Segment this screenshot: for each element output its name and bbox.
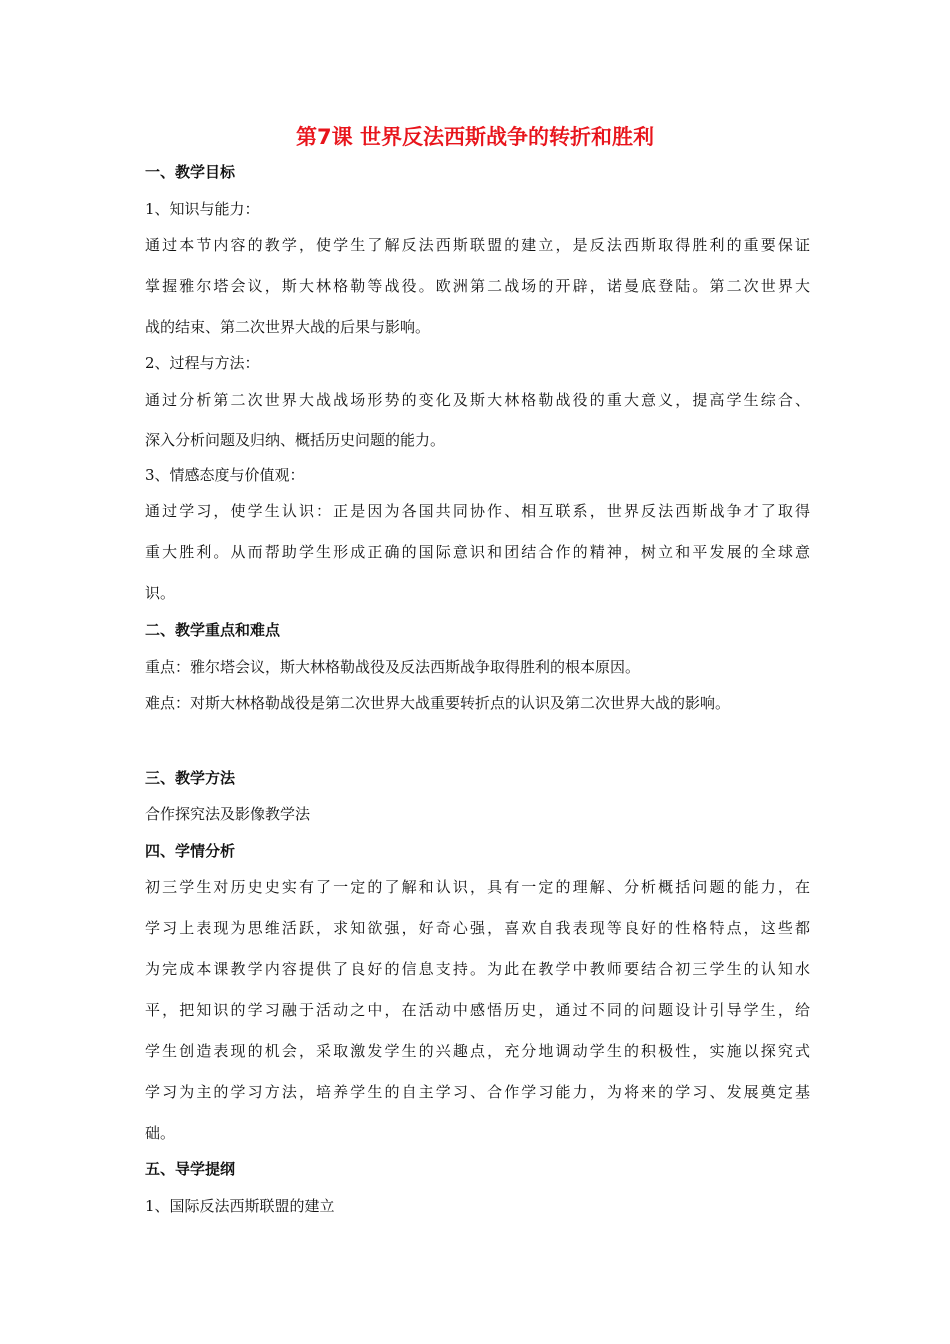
section-heading-methods: 三、教学方法: [145, 769, 236, 787]
paragraph-line: 通过学习，使学生认识：正是因为各国共同协作、相互联系，世界反法西斯战争才了取得: [145, 502, 810, 520]
focus-text: 重点：雅尔塔会议，斯大林格勒战役及反法西斯战争取得胜利的根本原因。: [145, 658, 641, 676]
paragraph-line: 初三学生对历史史实有了一定的了解和认识，具有一定的理解、分析概括问题的能力，在: [145, 878, 810, 896]
paragraph-line: 通过分析第二次世界大战战场形势的变化及斯大林格勒战役的重大意义，提高学生综合、: [145, 391, 810, 409]
paragraph-line: 为完成本课教学内容提供了良好的信息支持。为此在教学中教师要结合初三学生的认知水: [145, 960, 810, 978]
paragraph-line: 掌握雅尔塔会议，斯大林格勒等战役。欧洲第二战场的开辟，诺曼底登陆。第二次世界大: [145, 277, 810, 295]
difficulty-text: 难点：对斯大林格勒战役是第二次世界大战重要转折点的认识及第二次世界大战的影响。: [145, 694, 731, 712]
paragraph-line: 识。: [145, 584, 176, 602]
section-heading-objectives: 一、教学目标: [145, 163, 236, 181]
paragraph-line: 学习上表现为思维活跃，求知欲强，好奇心强，喜欢自我表现等良好的性格特点，这些都: [145, 919, 810, 937]
outline-item: 1、国际反法西斯联盟的建立: [145, 1197, 335, 1215]
methods-text: 合作探究法及影像教学法: [145, 805, 311, 823]
section-heading-analysis: 四、学情分析: [145, 842, 236, 860]
paragraph-line: 础。: [145, 1124, 176, 1142]
paragraph-line: 战的结束、第二次世界大战的后果与影响。: [145, 318, 431, 336]
paragraph-line: 重大胜利。从而帮助学生形成正确的国际意识和团结合作的精神，树立和平发展的全球意: [145, 543, 810, 561]
emotion-label: 3、情感态度与价值观：: [145, 466, 305, 484]
paragraph-line: 平，把知识的学习融于活动之中，在活动中感悟历史，通过不同的问题设计引导学生，给: [145, 1001, 810, 1019]
knowledge-label: 1、知识与能力：: [145, 200, 260, 218]
section-heading-outline: 五、导学提纲: [145, 1160, 236, 1178]
page-title: 第7课 世界反法西斯战争的转折和胜利: [296, 125, 654, 149]
paragraph-line: 学习为主的学习方法，培养学生的自主学习、合作学习能力，为将来的学习、发展奠定基: [145, 1083, 810, 1101]
paragraph-line: 深入分析问题及归纳、概括历史问题的能力。: [145, 431, 446, 449]
section-heading-key-points: 二、教学重点和难点: [145, 621, 281, 639]
process-label: 2、过程与方法：: [145, 354, 260, 372]
paragraph-line: 学生创造表现的机会，采取激发学生的兴趣点，充分地调动学生的积极性，实施以探究式: [145, 1042, 810, 1060]
paragraph-line: 通过本节内容的教学，使学生了解反法西斯联盟的建立，是反法西斯取得胜利的重要保证: [145, 236, 810, 254]
